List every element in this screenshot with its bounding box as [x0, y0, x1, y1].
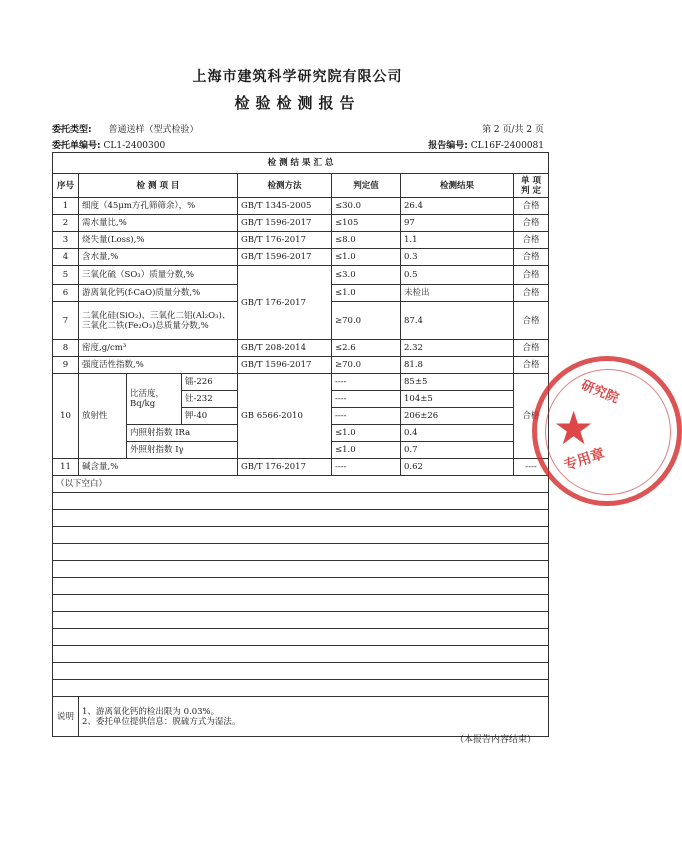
row-criterion: ≤8.0 — [332, 232, 401, 249]
index-result: 0.7 — [401, 442, 514, 459]
index-criterion: ≤1.0 — [332, 425, 401, 442]
official-seal — [532, 356, 682, 506]
row-seq: 4 — [53, 249, 79, 266]
row-result: 0.3 — [401, 249, 514, 266]
notes-content — [79, 697, 549, 737]
blank-marker: （以下空白） — [53, 476, 549, 493]
report-no-value: CL16F-2400081 — [470, 141, 544, 151]
table-row — [53, 249, 549, 266]
row-seq: 5 — [53, 266, 79, 285]
row-criterion: ---- — [332, 459, 401, 476]
row-seq: 1 — [53, 198, 79, 215]
empty-cell — [53, 646, 549, 663]
row-item: 碱含量,% — [79, 459, 238, 476]
table-row — [53, 215, 549, 232]
row-method: GB/T 208-2014 — [238, 340, 332, 357]
row-item: 强度活性指数,% — [79, 357, 238, 374]
row-result: 2.32 — [401, 340, 514, 357]
nuclide-result: 85±5 — [401, 374, 514, 391]
empty-row — [53, 612, 549, 629]
radio-item: 放射性 — [79, 374, 127, 459]
row-method: GB/T 1345-2005 — [238, 198, 332, 215]
row-item: 需水量比,% — [79, 215, 238, 232]
row-item: 含水量,% — [79, 249, 238, 266]
table-row — [53, 232, 549, 249]
nuclide-name: 钍-232 — [182, 391, 238, 408]
report-end: （本报告内容结束） — [454, 735, 536, 745]
row-verdict: 合格 — [514, 232, 549, 249]
row-verdict: 合格 — [514, 266, 549, 285]
row-verdict: 合格 — [514, 302, 549, 340]
notes-label: 说明 — [53, 697, 79, 737]
row-item: 细度（45μm方孔筛筛余），% — [79, 198, 238, 215]
nuclide-criterion: ---- — [332, 374, 401, 391]
nuclide-criterion: ---- — [332, 408, 401, 425]
row-result: 26.4 — [401, 198, 514, 215]
row-result: 未检出 — [401, 285, 514, 302]
empty-row — [53, 561, 549, 578]
entrust-no — [52, 138, 165, 151]
report-no — [428, 138, 544, 151]
row-seq: 7 — [53, 302, 79, 340]
empty-row — [53, 527, 549, 544]
empty-cell — [53, 595, 549, 612]
row-criterion: ≤1.0 — [332, 285, 401, 302]
row-seq: 6 — [53, 285, 79, 302]
empty-row — [53, 646, 549, 663]
seal-text-top: 研究院 — [578, 378, 621, 407]
empty-cell — [53, 493, 549, 510]
note-line: 2、委托单位提供信息：脱硫方式为湿法。 — [82, 716, 241, 727]
entrust-no-value: CL1-2400300 — [103, 141, 166, 151]
row-criterion: ≤3.0 — [332, 266, 401, 285]
entrust-type — [52, 122, 199, 135]
row-verdict: 合格 — [514, 285, 549, 302]
entrust-no-label: 委托单编号: — [52, 141, 101, 151]
seal-star-icon: ★ — [553, 401, 595, 455]
row-method: GB/T 176-2017 — [238, 459, 332, 476]
nuclide-name: 镭-226 — [182, 374, 238, 391]
row-item: 二氧化硅(SiO₂)、三氧化二铝(Al₂O₃)、三氧化二铁(Fe₂O₃)总质量分数,% — [79, 302, 238, 340]
index-name: 内照射指数 IRa — [127, 425, 238, 442]
row-criterion: ≥70.0 — [332, 302, 401, 340]
report-title: 检验检测报告 — [234, 94, 361, 112]
empty-cell — [53, 561, 549, 578]
empty-cell — [53, 663, 549, 680]
row-seq: 9 — [53, 357, 79, 374]
page-info: 第 2 页/共 2 页 — [482, 125, 544, 135]
row-criterion: ≤1.0 — [332, 249, 401, 266]
row-item: 烧失量(Loss),% — [79, 232, 238, 249]
row-criterion: ≤105 — [332, 215, 401, 232]
col-seq: 序号 — [53, 174, 79, 198]
row-seq: 2 — [53, 215, 79, 232]
blank-marker-row — [53, 476, 549, 493]
empty-row — [53, 510, 549, 527]
row-method: GB/T 1596-2017 — [238, 249, 332, 266]
row-result: 81.8 — [401, 357, 514, 374]
col-item: 检 测 项 目 — [79, 174, 238, 198]
row-method: GB/T 1596-2017 — [238, 215, 332, 232]
table-row — [53, 340, 549, 357]
seal-text-bottom: 专用章 — [561, 445, 607, 475]
col-verdict: 单 项 判 定 — [514, 174, 549, 198]
index-criterion: ≤1.0 — [332, 442, 401, 459]
table-row — [53, 266, 549, 285]
radio-sub-label: 比活度，Bq/kg — [127, 374, 182, 425]
organization-name: 上海市建筑科学研究院有限公司 — [192, 69, 403, 85]
row-criterion: ≤30.0 — [332, 198, 401, 215]
table-row — [53, 357, 549, 374]
row-item: 游离氧化钙(f-CaO)质量分数,% — [79, 285, 238, 302]
row-verdict: 合格 — [514, 249, 549, 266]
radioactivity-row — [53, 374, 549, 391]
radio-verdict: 合格 — [514, 374, 549, 459]
entrust-type-label: 委托类型: — [52, 125, 92, 135]
row-result: 87.4 — [401, 302, 514, 340]
row-verdict: 合格 — [514, 215, 549, 232]
row-verdict: 合格 — [514, 340, 549, 357]
row-method: GB/T 1596-2017 — [238, 357, 332, 374]
index-result: 0.4 — [401, 425, 514, 442]
col-criterion: 判定值 — [332, 174, 401, 198]
empty-cell — [53, 629, 549, 646]
row-seq: 8 — [53, 340, 79, 357]
row-verdict: ---- — [514, 459, 549, 476]
row-method: GB/T 176-2017 — [238, 232, 332, 249]
note-line: 1、游离氧化钙的检出限为 0.03%。 — [82, 706, 220, 717]
empty-cell — [53, 680, 549, 697]
table-header-row — [53, 174, 549, 198]
results-table — [52, 152, 549, 737]
empty-cell — [53, 510, 549, 527]
row-result: 1.1 — [401, 232, 514, 249]
table-row — [53, 198, 549, 215]
row-verdict: 合格 — [514, 198, 549, 215]
nuclide-result: 104±5 — [401, 391, 514, 408]
row-result: 97 — [401, 215, 514, 232]
col-result: 检测结果 — [401, 174, 514, 198]
entrust-type-value: 普通送样（型式检验） — [108, 125, 199, 135]
row-result: 0.62 — [401, 459, 514, 476]
row-criterion: ≥70.0 — [332, 357, 401, 374]
nuclide-criterion: ---- — [332, 391, 401, 408]
row-seq: 11 — [53, 459, 79, 476]
empty-row — [53, 544, 549, 561]
empty-row — [53, 493, 549, 510]
table-title-row — [53, 153, 549, 174]
row-method-shared: GB/T 176-2017 — [238, 266, 332, 340]
row-item: 三氧化硫（SO₃）质量分数,% — [79, 266, 238, 285]
table-row — [53, 459, 549, 476]
radio-method: GB 6566-2010 — [238, 374, 332, 459]
empty-cell — [53, 527, 549, 544]
nuclide-result: 206±26 — [401, 408, 514, 425]
empty-cell — [53, 612, 549, 629]
col-method: 检测方法 — [238, 174, 332, 198]
empty-cell — [53, 544, 549, 561]
row-seq: 3 — [53, 232, 79, 249]
nuclide-name: 钾-40 — [182, 408, 238, 425]
empty-row — [53, 663, 549, 680]
index-name: 外照射指数 Iγ — [127, 442, 238, 459]
notes-row — [53, 697, 549, 737]
report-no-label: 报告编号: — [428, 141, 468, 151]
row-item: 密度,g/cm³ — [79, 340, 238, 357]
table-title: 检 测 结 果 汇 总 — [53, 153, 549, 174]
empty-row — [53, 595, 549, 612]
row-criterion: ≤2.6 — [332, 340, 401, 357]
empty-row — [53, 680, 549, 697]
empty-row — [53, 578, 549, 595]
empty-cell — [53, 578, 549, 595]
row-verdict: 合格 — [514, 357, 549, 374]
empty-row — [53, 629, 549, 646]
radio-seq: 10 — [53, 374, 79, 459]
row-result: 0.5 — [401, 266, 514, 285]
